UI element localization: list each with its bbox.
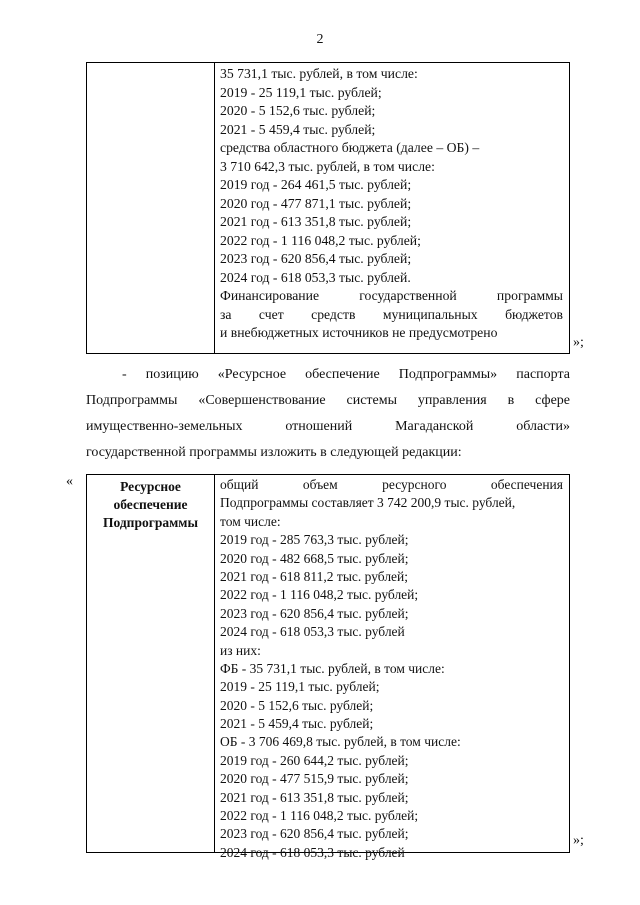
funding-details-cell (220, 476, 563, 862)
funding-line: 35 731,1 тыс. рублей, в том числе: (220, 66, 418, 81)
funding-line: 2019 год - 260 644,2 тыс. рублей; (220, 752, 409, 768)
funding-line: 2021 год - 613 351,8 тыс. рублей; (220, 789, 409, 805)
funding-line: 2021 год - 618 811,2 тыс. рублей; (220, 568, 409, 584)
funding-line: 2019 год - 285 763,3 тыс. рублей; (220, 532, 409, 548)
funding-line: Финансирование государственной программы (220, 288, 563, 303)
page-number: 2 (316, 32, 324, 47)
funding-line: 2022 год - 1 116 048,2 тыс. рублей; (220, 232, 421, 248)
funding-line: 2023 год - 620 856,4 тыс. рублей; (220, 251, 412, 266)
funding-line: из них: (220, 642, 261, 658)
paragraph-line: Подпрограммы «Совершенствование системы управления в сфере (86, 393, 570, 408)
funding-line: 2019 - 25 119,1 тыс. рублей; (220, 679, 380, 695)
funding-line: 2019 год - 264 461,5 тыс. рублей; (220, 177, 412, 192)
funding-line: и внебюджетных источников не предусмотрено (220, 325, 498, 340)
funding-line: 2022 год - 1 116 048,2 тыс. рублей; (220, 808, 419, 824)
funding-line: Подпрограммы составляет 3 742 200,9 тыс. рублей, (220, 495, 516, 511)
resource-table-new (86, 474, 570, 860)
funding-line: 2023 год - 620 856,4 тыс. рублей; (220, 605, 409, 621)
funding-line: за счет средств муниципальных бюджетов (220, 306, 563, 322)
funding-line: 2024 год - 618 053,3 тыс. рублей (220, 624, 405, 640)
funding-line: том числе: (220, 513, 281, 529)
paragraph-line: государственной программы изложить в следующей редакции: (86, 445, 462, 460)
row-label-cell (87, 478, 214, 532)
funding-line: 2021 - 5 459,4 тыс. рублей; (220, 716, 374, 732)
funding-line: 2020 год - 477 871,1 тыс. рублей; (220, 195, 412, 211)
funding-line: 2020 год - 477 515,9 тыс. рублей; (220, 771, 409, 787)
funding-line: общий объем ресурсного обеспечения (220, 477, 563, 492)
row-label-line: Ресурсное (120, 479, 181, 494)
funding-line: 2020 год - 482 668,5 тыс. рублей; (220, 550, 409, 566)
paragraph-line: имущественно-земельных отношений Магаданской области» (86, 419, 570, 434)
funding-line: 2019 - 25 119,1 тыс. рублей; (220, 84, 382, 100)
column-divider (214, 63, 215, 353)
row-label-line: обеспечение (113, 497, 188, 512)
funding-line: 3 710 642,3 тыс. рублей, в том числе: (220, 158, 435, 174)
closing-quote-mark: »; (573, 335, 584, 350)
funding-line: 2020 - 5 152,6 тыс. рублей; (220, 103, 376, 118)
column-divider (214, 475, 215, 852)
funding-line: ФБ - 35 731,1 тыс. рублей, в том числе: (220, 660, 445, 676)
funding-line: 2023 год - 620 856,4 тыс. рублей; (220, 826, 409, 842)
funding-line: ОБ - 3 706 469,8 тыс. рублей, в том числе: (220, 734, 461, 750)
instruction-paragraph (86, 362, 570, 466)
funding-line: 2020 - 5 152,6 тыс. рублей; (220, 697, 374, 713)
funding-line: 2021 год - 613 351,8 тыс. рублей; (220, 214, 412, 229)
opening-quote-mark: « (66, 474, 73, 489)
resource-table-continuation (86, 62, 570, 354)
closing-quote-mark: »; (573, 833, 584, 848)
row-label-line: Подпрограммы (102, 515, 199, 530)
funding-line: 2021 - 5 459,4 тыс. рублей; (220, 121, 376, 137)
funding-line: 2024 год - 618 053,3 тыс. рублей (220, 844, 405, 860)
funding-line: средства областного бюджета (далее – ОБ) – (220, 140, 480, 155)
funding-line: 2024 год - 618 053,3 тыс. рублей. (220, 269, 411, 285)
funding-details-cell (220, 65, 563, 343)
paragraph-line: - позицию «Ресурсное обеспечение Подпрограммы» паспорта (122, 367, 570, 382)
funding-line: 2022 год - 1 116 048,2 тыс. рублей; (220, 587, 419, 603)
